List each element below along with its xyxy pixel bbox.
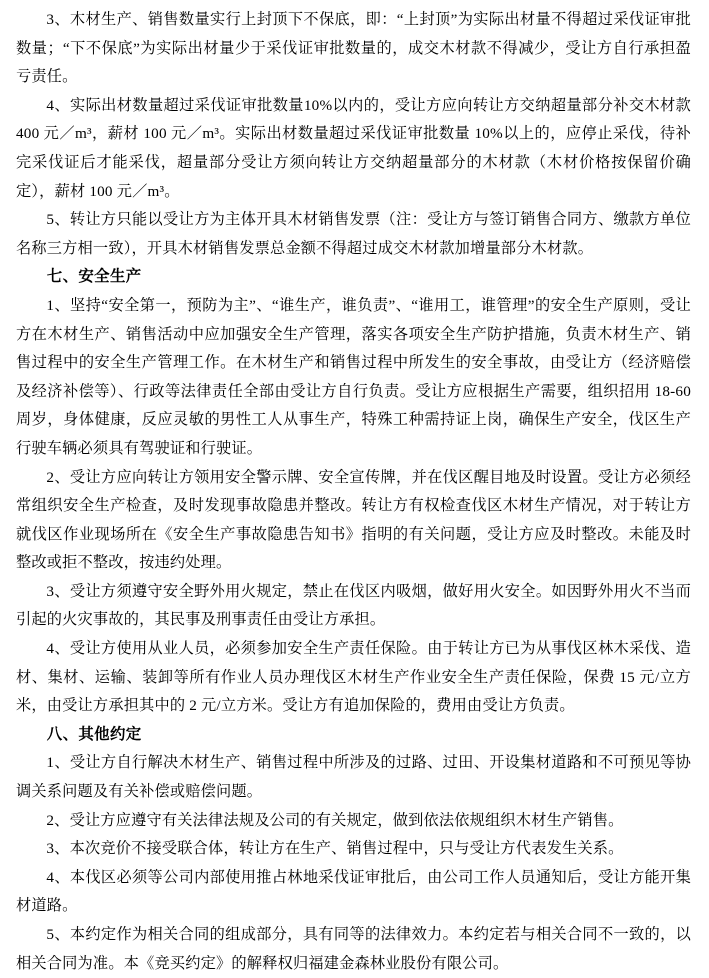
paragraph: 2、受让方应遵守有关法律法规及公司的有关规定，做到依法依规组织木材生产销售。: [46, 811, 624, 829]
paragraph: 3、木材生产、销售数量实行上封顶下不保底，即：“上封顶”为实际出材量不得超过采伐证审批数量；“下不保底”为实际出材量少于采伐证审批数量的，成交木材款不得减少，受让方自行承担盈亏责任。: [16, 11, 691, 86]
paragraph: 3、受让方须遵守安全野外用火规定，禁止在伐区内吸烟，做好用火安全。如因野外用火不当而引起的火灾事故的，其民事及刑事责任由受让方承担。: [16, 582, 691, 629]
paragraph: 4、本伐区必须等公司内部使用推占林地采伐证审批后，由公司工作人员通知后，受让方能开集材道路。: [16, 868, 691, 915]
document-body: [16, 6, 691, 978]
paragraph: 3、本次竞价不接受联合体，转让方在生产、销售过程中，只与受让方代表发生关系。: [46, 840, 624, 858]
section-heading-other-agreements: 八、其他约定: [46, 725, 142, 743]
paragraph: 2、受让方应向转让方领用安全警示牌、安全宣传牌，并在伐区醒目地及时设置。受让方必须经常组织安全生产检查，及时发现事故隐患并整改。转让方有权检查伐区木材生产情况，对于转让方就伐区作业现场所在《安全生产事故隐患告知书》指明的有关问题，受让方应及时整改。未能及时整改或拒不整改，按违约处理。: [16, 468, 691, 572]
section-heading-safety-production: 七、安全生产: [46, 268, 142, 286]
paragraph: 1、坚持“安全第一，预防为主”、“谁生产，谁负责”、“谁用工，谁管理”的安全生产原则，受让方在木材生产、销售活动中应加强安全生产管理，落实各项安全生产防护措施，负责木材生产、销售过程中的安全生产管理工作。在木材生产和销售过程中所发生的安全事故，由受让方（经济赔偿及经济补偿等）、行政等法律责任全部由受让方自行负责。受让方应根据生产需要，组织招用 18-60 周岁，身体健康，反应灵敏的男性工人从事生产，特殊工种需持证上岗，确保生产安全，伐区生产行驶车辆必须具有驾驶证和行驶证。: [16, 296, 691, 457]
paragraph: 4、实际出材数量超过采伐证审批数量10%以内的，受让方应向转让方交纳超量部分补交木材款 400 元／m³，薪材 100 元／m³。实际出材数量超过采伐证审批数量 10%以上的，应停止采伐，待补完采伐证后才能采伐，超量部分受让方须向转让方交纳超量部分的木材款（木材价格按保留价确定），薪材 100 元／m³。: [16, 96, 691, 200]
paragraph: 5、本约定作为相关合同的组成部分，具有同等的法律效力。本约定若与相关合同不一致的，以相关合同为准。本《竞买约定》的解释权归福建金森林业股份有限公司。: [16, 926, 691, 972]
paragraph: 1、受让方自行解决木材生产、销售过程中所涉及的过路、过田、开设集材道路和不可预见等协调关系问题及有关补偿或赔偿问题。: [16, 754, 691, 801]
paragraph: 4、受让方使用从业人员，必须参加安全生产责任保险。由于转让方已为从事伐区林木采伐、造材、集材、运输、装卸等所有作业人员办理伐区木材生产作业安全生产责任保险，保费 15 元/立方米，由受让方承担其中的 2 元/立方米。受让方有追加保险的，费用由受让方负责。: [16, 640, 691, 715]
paragraph: 5、转让方只能以受让方为主体开具木材销售发票（注：受让方与签订销售合同方、缴款方单位名称三方相一致），开具木材销售发票总金额不得超过成交木材款加增量部分木材款。: [16, 211, 691, 257]
